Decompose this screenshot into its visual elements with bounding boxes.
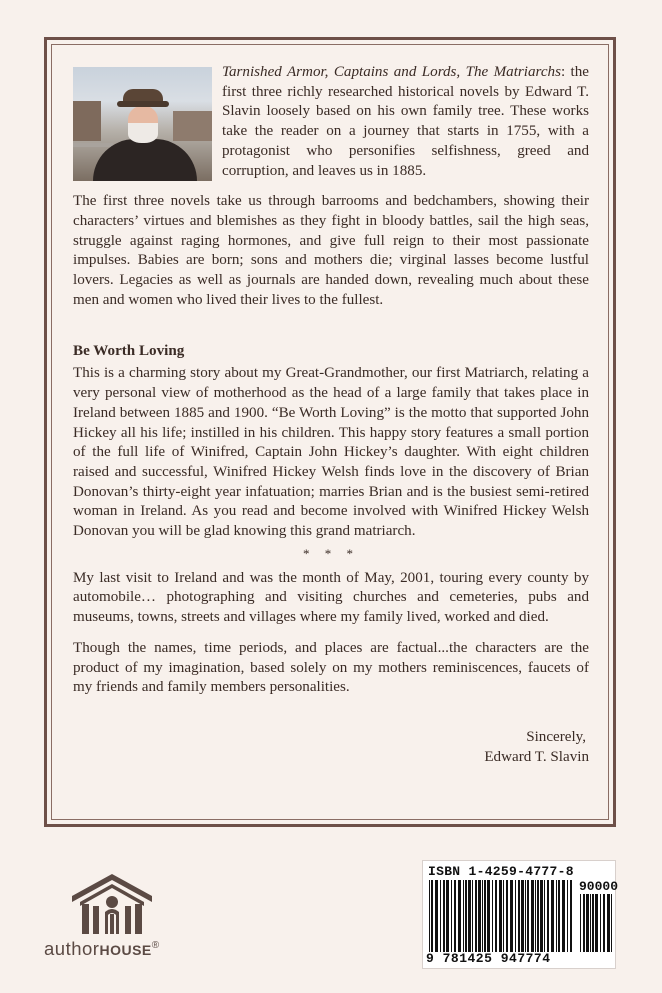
barcode-bar (518, 880, 520, 952)
barcode-bar (487, 880, 490, 952)
barcode-bar (478, 880, 481, 952)
barcode-bar (435, 880, 438, 952)
barcode-bar (600, 894, 601, 952)
photo-building (73, 101, 101, 141)
barcode-bar (463, 880, 464, 952)
barcode-bar (499, 880, 502, 952)
barcode-bar (595, 894, 598, 952)
barcode-bar (570, 880, 572, 952)
barcode-bar (607, 894, 610, 952)
price-code: 90000 (579, 879, 619, 894)
barcode-bar (492, 880, 493, 952)
barcode-bar (547, 880, 549, 952)
photo-hat-brim (117, 101, 169, 107)
price-barcode-bars (580, 894, 612, 952)
publisher-name (44, 938, 160, 960)
barcode-bar (521, 880, 524, 952)
barcode-bar (472, 880, 473, 952)
author-photo (73, 67, 212, 181)
barcode-bar (592, 894, 594, 952)
barcode-bar (556, 880, 557, 952)
barcode-bar (580, 894, 581, 952)
barcode-bar (515, 880, 516, 952)
barcode-bar (495, 880, 497, 952)
barcode-bar (590, 894, 591, 952)
barcode-bar (465, 880, 467, 952)
closing-block (73, 727, 589, 767)
publisher-name-part1: author (44, 938, 100, 959)
photo-railing (73, 143, 113, 147)
barcode-bar (429, 880, 430, 952)
novels-paragraph: The first three novels take us through barrooms and bedchambers, showing their characters’ virtues and blemishes as they fight in bloody battles, sail the high seas, struggle against raging hormones, and give full reign to their most passionate impulses. Babies are born; sons and mothers die; virginal lasses become lustful lovers. Legacies as well as journals are handed down, revealing much about these men and women who lived their lives to the fullest. (73, 193, 589, 308)
barcode-bar (446, 880, 449, 952)
text-frame-inner (51, 44, 609, 820)
barcode-bar (551, 880, 554, 952)
barcode-bar (475, 880, 477, 952)
story-paragraph: This is a charming story about my Great-Grandmother, our first Matriarch, relating a very personal view of motherhood as the head of a large family that takes place in Ireland between 1885 and 1900. “Be Worth Loving” is the motto that supported John Hickey all his life; instilled in his children. This happy story features a small portion of the full life of Winifred, Captain John Hickey’s daughter. With eight children raised and successful, Winifred Hickey Welsh finds love in the discovery of Brian Donovan’s thirty-eight year infatuation; marries Brian and is the busiest semi-retired woman in Ireland. As you read and become involved with Winifred Hickey Welsh Donovan you will be glad knowing this grand matriarch. (73, 365, 589, 540)
visit-paragraph: My last visit to Ireland and was the month of May, 2001, touring every county by automobile… photographing and visiting churches and cemeteries, pubs and museums, towns, streets and villages where my family lived, worked and died. (73, 569, 589, 626)
barcode-bar (458, 880, 461, 952)
barcode-bar (611, 894, 612, 952)
barcode-bar (525, 880, 526, 952)
barcode-bar (583, 894, 585, 952)
text-frame (44, 37, 616, 827)
barcode-bar (451, 880, 452, 952)
section-separator: * * * (303, 545, 359, 561)
barcode-bar (443, 880, 445, 952)
barcode-bar (468, 880, 471, 952)
barcode-bar (586, 894, 589, 952)
closing-salutation: Sincerely, (526, 728, 586, 745)
ean-number: 9 781425 947774 (426, 951, 551, 966)
barcode-bar (484, 880, 486, 952)
barcode-bars (429, 880, 573, 952)
barcode-bar (510, 880, 513, 952)
section-heading: Be Worth Loving (73, 343, 185, 360)
barcode-bar (535, 880, 536, 952)
barcode-bar (540, 880, 543, 952)
isbn-barcode (422, 860, 619, 969)
novel-titles: Tarnished Armor, Captains and Lords, The Matriarchs (222, 64, 561, 80)
barcode-bar (558, 880, 560, 952)
barcode-bar (431, 880, 433, 952)
barcode-bar (482, 880, 483, 952)
barcode-bar (440, 880, 441, 952)
barcode-bar (603, 894, 605, 952)
author-signature: Edward T. Slavin (484, 748, 589, 765)
house-icon (70, 872, 154, 936)
barcode-bar (527, 880, 529, 952)
publisher-name-part2: HOUSE (99, 942, 152, 958)
barcode-bar (506, 880, 508, 952)
barcode-bar (531, 880, 534, 952)
barcode-bar (537, 880, 539, 952)
photo-beard (128, 123, 158, 143)
barcode-bar (544, 880, 545, 952)
barcode-bar (454, 880, 456, 952)
isbn-number: ISBN 1-4259-4777-8 (428, 864, 574, 879)
barcode-bar (562, 880, 565, 952)
photo-building (173, 111, 212, 141)
barcode-bar (567, 880, 568, 952)
publisher-logo (44, 872, 184, 966)
disclaimer-paragraph: Though the names, time periods, and places are factual...the characters are the product of my imagination, based solely on my mothers reminiscences, faucets of my friends and family members personalities. (73, 639, 589, 696)
intro-text: : the first three richly researched historical novels by Edward T. Slavin loosely based on his own family tree. These works take the reader on a journey that starts in 1755, with a protagonist who personifies selfishness, greed and corruption, and leaves us in 1885. (222, 64, 589, 179)
registered-mark: ® (151, 939, 160, 951)
barcode-bar (503, 880, 504, 952)
